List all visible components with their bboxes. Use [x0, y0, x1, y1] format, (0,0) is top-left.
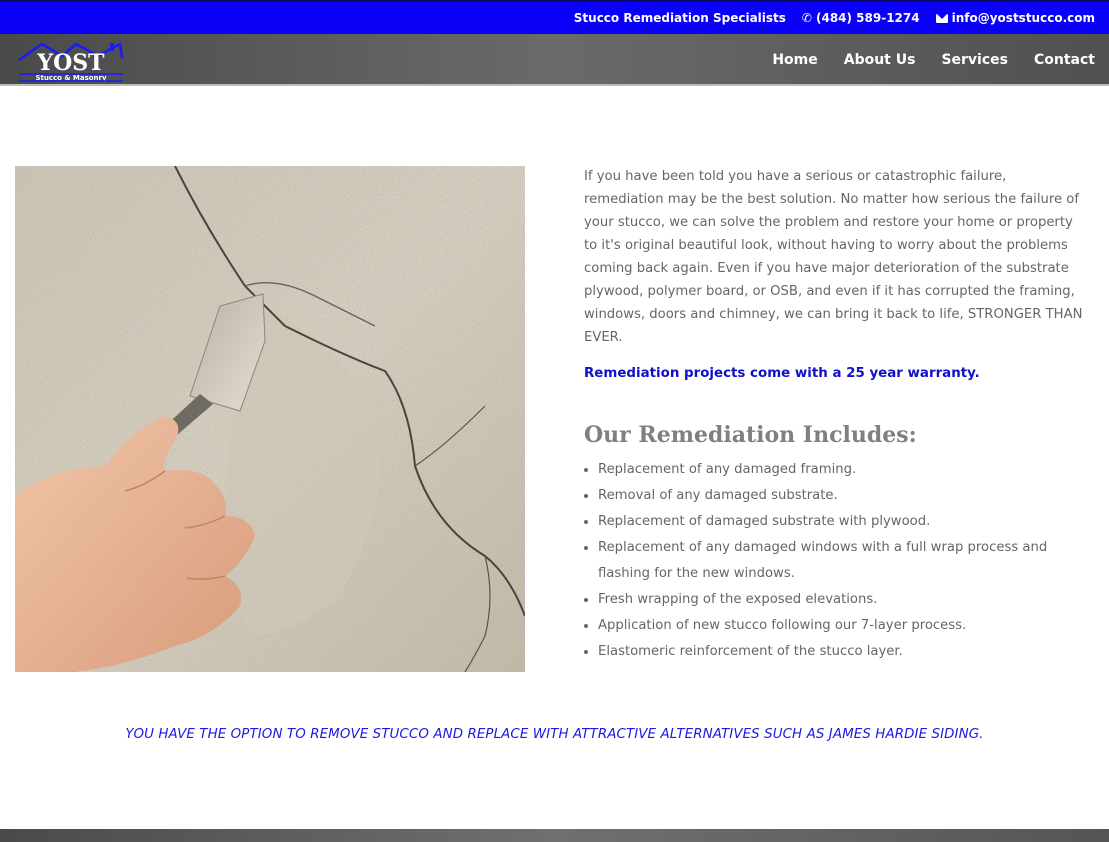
- top-bar: [0, 0, 1109, 34]
- intro-paragraph: If you have been told you have a serious or catastrophic failure, remediation may be the best solution. No matter how serious the failure of your stucco, we can solve the problem and restore your home or property to it's original beautiful look, without having to worry about the problems coming back again. Even if you have major deterioration of the substrate plywood, polymer board, or OSB, and even if it has corrupted the framing, windows, doors and chimney, we can bring it back to life, STRONGER THAN EVER.: [584, 169, 1083, 345]
- phone-icon: ✆: [801, 11, 812, 25]
- includes-heading: Our Remediation Includes:: [584, 422, 917, 448]
- envelope-icon: [936, 14, 948, 23]
- list-item: Replacement of any damaged windows with a full wrap process and flashing for the new windows.: [584, 535, 1084, 587]
- email-address: info@yoststucco.com: [951, 11, 1095, 25]
- email-link[interactable]: [936, 11, 1095, 25]
- logo-name: YOST: [37, 50, 105, 76]
- list-item: Replacement of damaged substrate with plywood.: [584, 509, 1084, 535]
- nav-services[interactable]: Services: [941, 52, 1008, 68]
- remediation-content: [584, 165, 1084, 665]
- nav-contact[interactable]: Contact: [1034, 52, 1095, 68]
- logo-subtitle: Stucco & Masonry: [35, 74, 107, 82]
- nav-about-us[interactable]: About Us: [843, 52, 916, 68]
- warranty-note: Remediation projects come with a 25 year warranty.: [584, 366, 980, 381]
- main-nav: [772, 34, 1095, 86]
- yost-logo-graphic: [16, 38, 126, 82]
- nav-home[interactable]: Home: [772, 52, 818, 68]
- phone-link[interactable]: [802, 11, 920, 25]
- stucco-repair-photo: [15, 166, 525, 672]
- list-item: Fresh wrapping of the exposed elevations.: [584, 587, 1084, 613]
- list-item: Removal of any damaged substrate.: [584, 483, 1084, 509]
- footer-bar: [0, 829, 1109, 842]
- site-logo[interactable]: [16, 38, 126, 82]
- phone-number: (484) 589-1274: [815, 11, 920, 25]
- site-header: [0, 34, 1109, 86]
- includes-list: [584, 457, 1084, 665]
- tagline: Stucco Remediation Specialists: [573, 11, 786, 25]
- list-item: Application of new stucco following our 7-layer process.: [584, 613, 1084, 639]
- list-item: Elastomeric reinforcement of the stucco layer.: [584, 639, 1084, 665]
- siding-option-note: YOU HAVE THE OPTION TO REMOVE STUCCO AND REPLACE WITH ATTRACTIVE ALTERNATIVES SUCH AS JAMES HARDIE SIDING.: [125, 727, 984, 742]
- list-item: Replacement of any damaged framing.: [584, 457, 1084, 483]
